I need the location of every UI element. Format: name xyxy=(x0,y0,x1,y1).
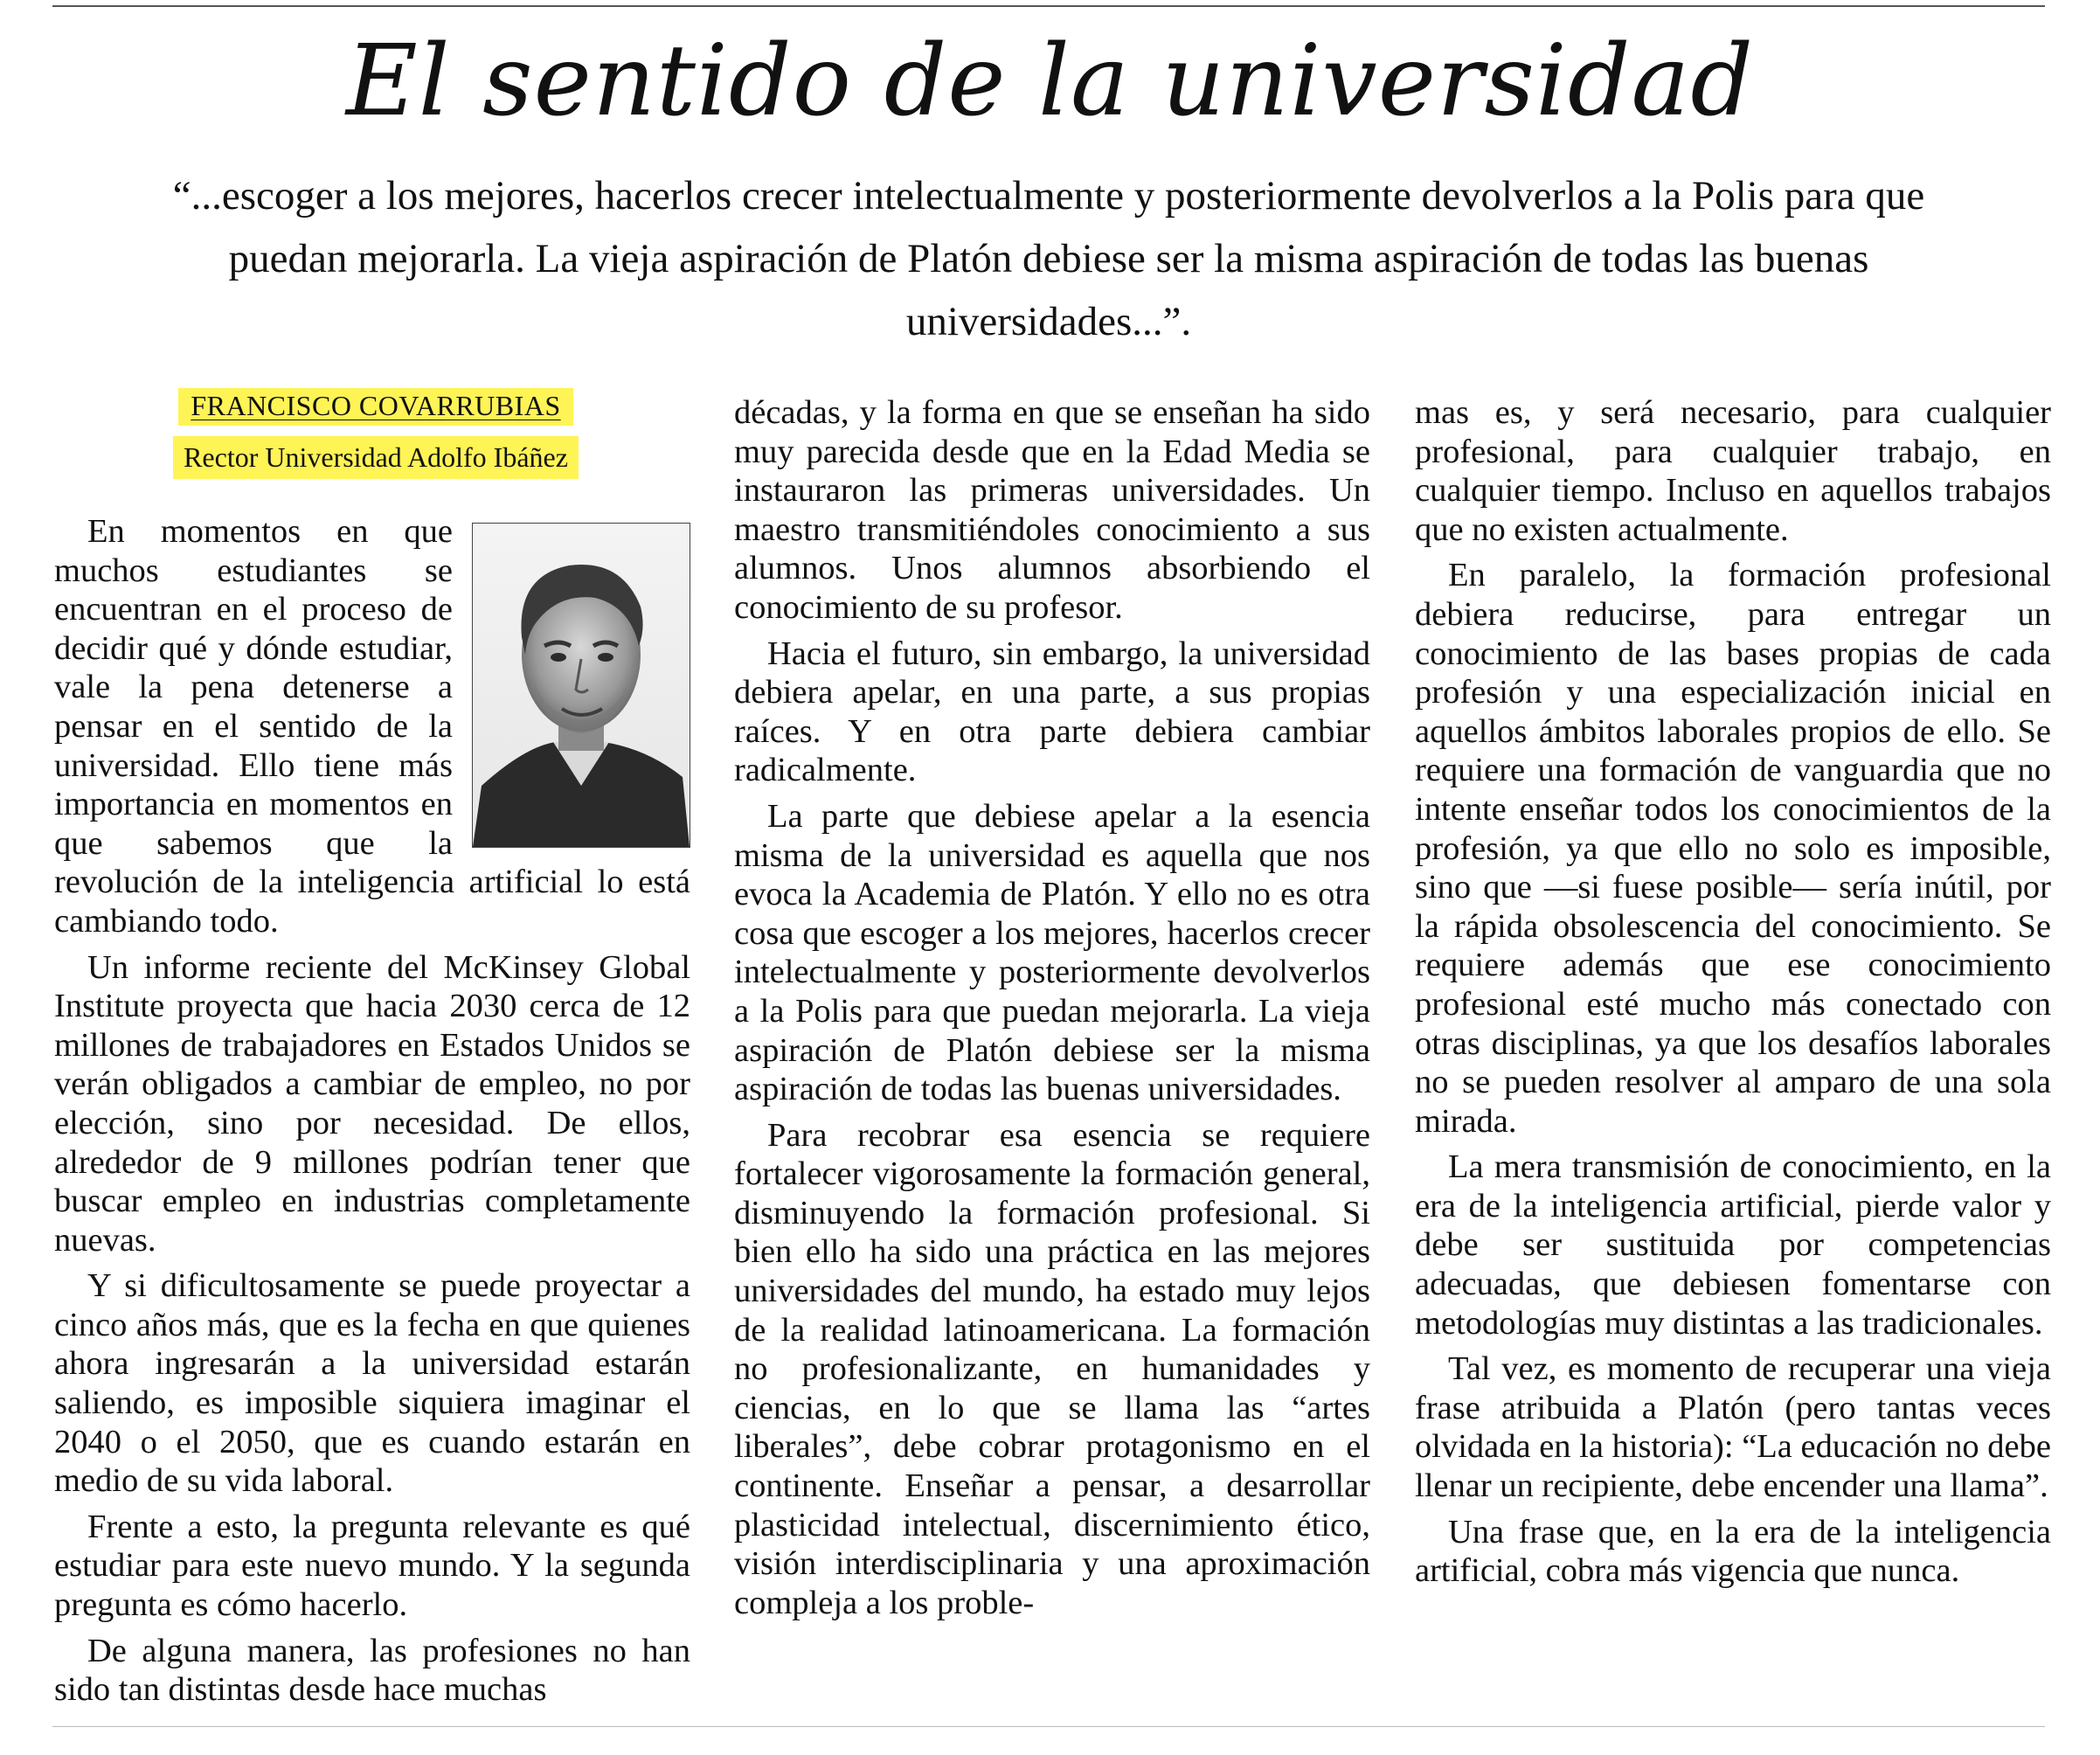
paragraph: Y si dificultosamente se puede proyectar a cinco años más, que es la fecha en que quienes ahora ingresarán a la universidad estarán saliendo, es imposible siquiera imaginar el 2040 o el 2050, que es cuando estarán en medio de su vida laboral. xyxy=(54,1267,690,1500)
column-1 xyxy=(54,512,690,1710)
column-2 xyxy=(734,393,1370,1622)
paragraph: Tal vez, es momento de recuperar una vieja frase atribuida a Platón (pero tantas veces olvidada en la historia): “La educación no debe llenar un recipiente, debe encender una llama”. xyxy=(1415,1350,2051,1505)
pull-quote-deck: “...escoger a los mejores, hacerlos crecer intelectualmente y posteriormente devolverlos a la Polis para que puedan mejorarla. La vieja aspiración de Platón debiese ser la misma aspiración de todas las buenas universidades...”. xyxy=(172,173,1925,344)
paragraph: Para recobrar esa esencia se requiere fortalecer vigorosamente la formación general, disminuyendo la formación profesional. Si bien ello ha sido una práctica en las mejores universidades del mundo, ha estado muy lejos de la realidad latinoamericana. La formación no profesionalizante, en humanidades y ciencias, en lo que se llama las “artes liberales”, debe cobrar protagonismo en el continente. Enseñar a pensar, a desarrollar plasticidad intelectual, discernimiento ético, visión interdisciplinaria y una aproximación compleja a los proble- xyxy=(734,1116,1370,1621)
paragraph: En paralelo, la formación profesional debiera reducirse, para entregar un conocimiento de las bases propias de cada profesión y una especialización inicial en aquellos ámbitos laborales propios de ello. Se requiere una formación de vanguardia que no intente enseñar todos los conocimientos de la profesión, ya que ello no solo es imposible, sino que —si fuese posible— sería inútil, por la rápida obsolescencia del conocimiento. Se requiere además que ese conocimiento profesional esté mucho más conectado con otras disciplinas, ya que los desafíos laborales no se pueden resolver al amparo de una sola mirada. xyxy=(1415,557,2051,1140)
author-name: FRANCISCO COVARRUBIAS xyxy=(178,388,572,426)
headline: El sentido de la universidad xyxy=(345,24,1755,138)
paragraph: De alguna manera, las profesiones no han sido tan distintas desde hace muchas xyxy=(54,1632,690,1709)
paragraph: Una frase que, en la era de la inteligencia artificial, cobra más vigencia que nunca. xyxy=(1415,1513,2051,1590)
paragraph: Hacia el futuro, sin embargo, la universidad debiera apelar, en una parte, a sus propias raíces. Y en otra parte debiera cambiar radicalmente. xyxy=(734,635,1370,789)
paragraph: En momentos en que muchos estudiantes se encuentran en el proceso de decidir qué y dónde estudiar, vale la pena detenerse a pensar en el sentido de la universidad. Ello tiene más importancia en momentos en que sabemos que la revolución de la inteligencia artificial lo está cambiando todo. xyxy=(54,513,690,940)
byline xyxy=(52,388,699,479)
paragraph: Un informe reciente del McKinsey Global Institute proyecta que hacia 2030 cerca de 12 millones de trabajadores en Estados Unidos se verán obligados a cambiar de empleo, no por elección, sino por necesidad. De ellos, alrededor de 9 millones podrían tener que buscar empleo en industrias completamente nuevas. xyxy=(54,948,690,1259)
paragraph: mas es, y será necesario, para cualquier profesional, para cualquier trabajo, en cualquier tiempo. Incluso en aquellos trabajos que no existen actualmente. xyxy=(1415,394,2051,548)
author-role: Rector Universidad Adolfo Ibáñez xyxy=(173,436,579,479)
column-3 xyxy=(1415,393,2051,1591)
author-portrait-photo xyxy=(472,523,690,848)
paragraph: La mera transmisión de conocimiento, en la era de la inteligencia artificial, pierde valor y debe ser sustituida por competencias adecuadas, que debiesen fomentarse con metodologías muy distintas a las tradicionales. xyxy=(1415,1148,2051,1342)
paragraph: décadas, y la forma en que se enseñan ha sido muy parecida desde que en la Edad Media se instauraron las primeras universidades. Un maestro transmitiéndoles conocimiento a sus alumnos. Unos alumnos absorbiendo el conocimiento de su profesor. xyxy=(734,394,1370,626)
paragraph: La parte que debiese apelar a la esencia misma de la universidad es aquella que nos evoca la Academia de Platón. Y ello no es otra cosa que escoger a los mejores, hacerlos crecer intelectualmente y posteriormente devolverlos a la Polis para que puedan mejorarla. La vieja aspiración de Platón debiese ser la misma aspiración de todas las buenas universidades. xyxy=(734,797,1370,1108)
bottom-rule xyxy=(52,1726,2045,1727)
paragraph: Frente a esto, la pregunta relevante es qué estudiar para este nuevo mundo. Y la segunda pregunta es cómo hacerlo. xyxy=(54,1508,690,1624)
top-rule xyxy=(52,5,2045,7)
